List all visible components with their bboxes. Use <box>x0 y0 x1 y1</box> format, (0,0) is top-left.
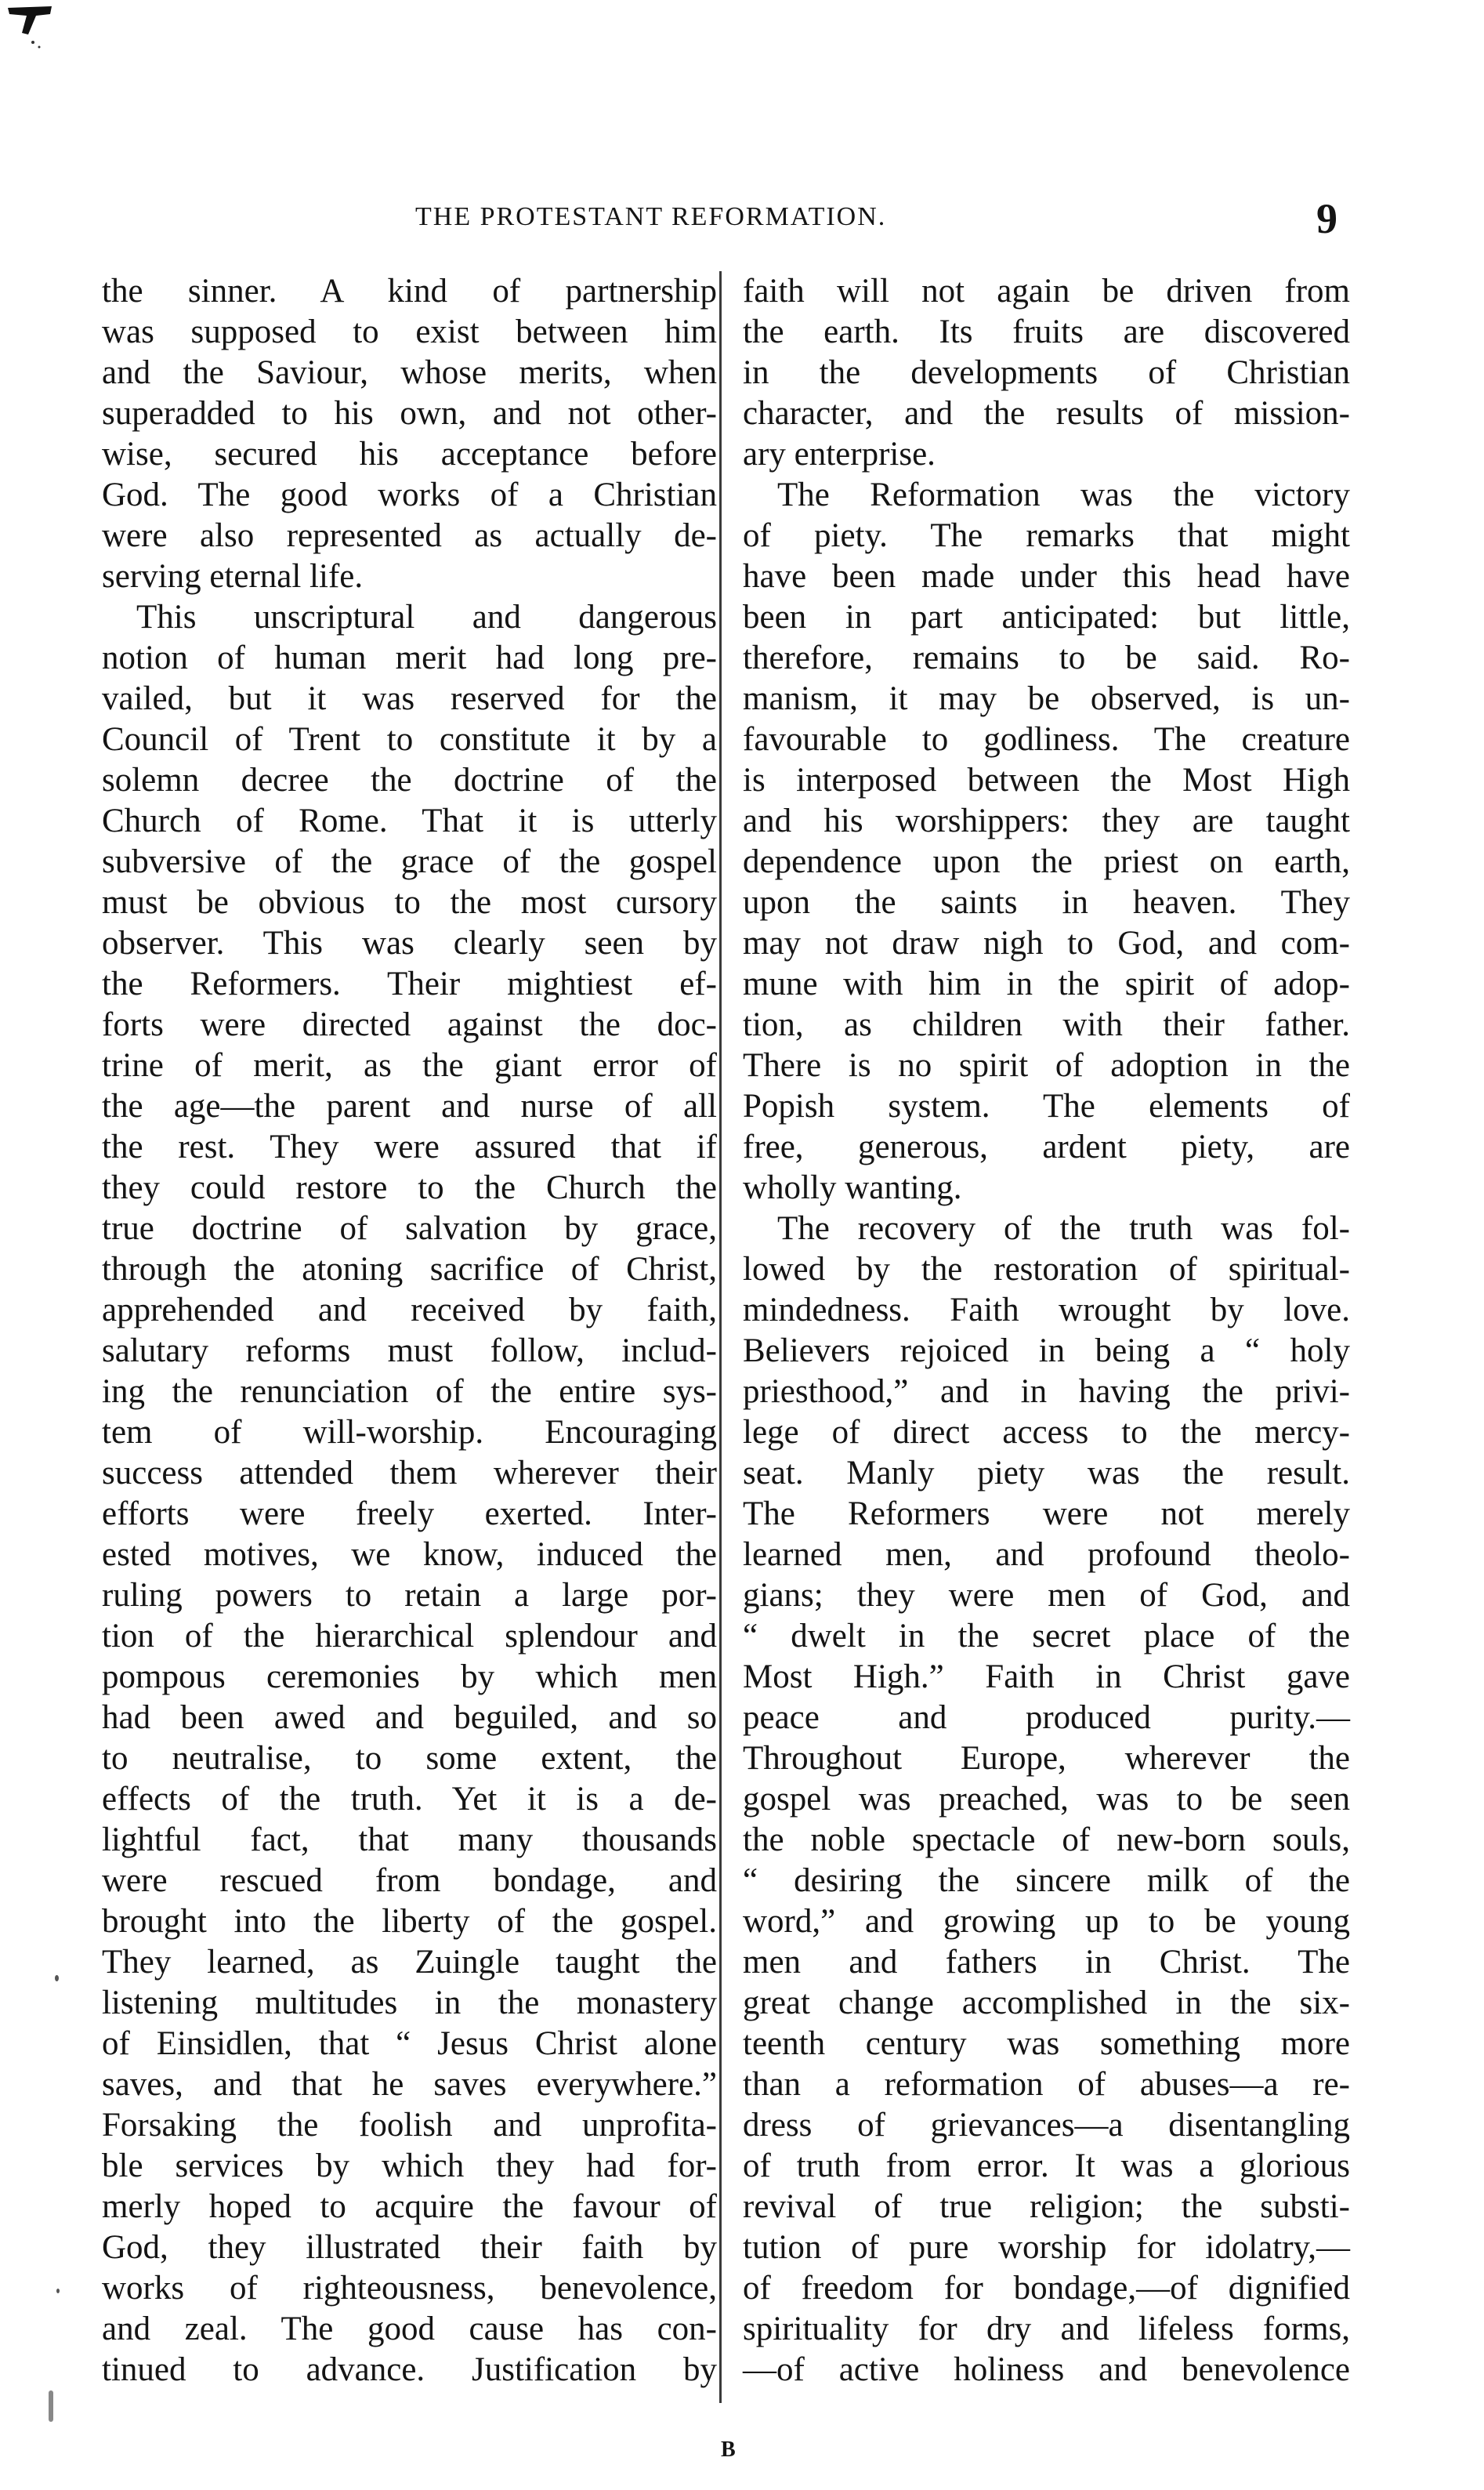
text-line: of Einsidlen, that “ Jesus Christ alone <box>102 2025 717 2062</box>
text-line: The Reformers were not merely <box>743 1495 1350 1532</box>
text-line: is interposed between the Most High <box>743 762 1350 799</box>
text-line: peace and produced purity.— <box>743 1699 1350 1736</box>
text-line: success attended them wherever their <box>102 1455 717 1491</box>
text-line: learned men, and profound theolo- <box>743 1536 1350 1573</box>
text-line: Forsaking the foolish and unprofita- <box>102 2107 717 2144</box>
text-line: There is no spirit of adoption in the <box>743 1047 1350 1084</box>
text-line: the rest. They were assured that if <box>102 1129 717 1165</box>
text-line: the Reformers. Their mightiest ef- <box>102 966 717 1002</box>
text-line: dress of grievances—a disentangling <box>743 2107 1350 2144</box>
text-line: and the Saviour, whose merits, when <box>102 354 717 391</box>
text-line: brought into the liberty of the gospel. <box>102 1903 717 1940</box>
text-line: ary enterprise. <box>743 436 936 473</box>
text-line: God, they illustrated their faith by <box>102 2229 717 2266</box>
margin-speck <box>55 1975 59 1981</box>
text-line: gospel was preached, was to be seen <box>743 1781 1350 1818</box>
text-line: been in part anticipated: but little, <box>743 599 1350 636</box>
text-line: observer. This was clearly seen by <box>102 925 717 962</box>
text-line: had been awed and beguiled, and so <box>102 1699 717 1736</box>
text-line: wholly wanting. <box>743 1169 962 1206</box>
text-line: vailed, but it was reserved for the <box>102 680 717 717</box>
text-line: lightful fact, that many thousands <box>102 1821 717 1858</box>
text-line: tion of the hierarchical splendour and <box>102 1618 717 1655</box>
text-line: trine of merit, as the giant error of <box>102 1047 717 1084</box>
running-head <box>0 194 1484 241</box>
text-line: forts were directed against the doc- <box>102 1006 717 1043</box>
margin-speck <box>49 2390 53 2422</box>
text-line: were also represented as actually de- <box>102 517 717 554</box>
text-line: Believers rejoiced in being a “ holy <box>743 1332 1350 1369</box>
text-line: than a reformation of abuses—a re- <box>743 2066 1350 2103</box>
text-line: tion, as children with their father. <box>743 1006 1350 1043</box>
text-line: the age—the parent and nurse of all <box>102 1088 717 1125</box>
text-line: saves, and that he saves everywhere.” <box>102 2066 717 2103</box>
text-line: the sinner. A kind of partnership <box>102 273 717 310</box>
text-line: Popish system. The elements of <box>743 1088 1350 1125</box>
text-line: revival of true religion; the substi- <box>743 2188 1350 2225</box>
text-line: Most High.” Faith in Christ gave <box>743 1658 1350 1695</box>
text-line: have been made under this head have <box>743 558 1350 595</box>
text-line: “ dwelt in the secret place of the <box>743 1618 1350 1655</box>
text-line: word,” and growing up to be young <box>743 1903 1350 1940</box>
text-line: ruling powers to retain a large por- <box>102 1577 717 1614</box>
text-line: —of active holiness and benevolence <box>743 2351 1350 2388</box>
margin-speck <box>56 2289 60 2293</box>
text-line: listening multitudes in the monastery <box>102 1984 717 2021</box>
right-column <box>743 271 1350 2390</box>
text-line: God. The good works of a Christian <box>102 477 717 513</box>
text-line: tinued to advance. Justification by <box>102 2351 717 2388</box>
page-number: 9 <box>1316 195 1337 242</box>
text-line: efforts were freely exerted. Inter- <box>102 1495 717 1532</box>
text-line: great change accomplished in the six- <box>743 1984 1350 2021</box>
text-line: Council of Trent to constitute it by a <box>102 721 717 758</box>
text-line: were rescued from bondage, and <box>102 1862 717 1899</box>
text-line: ing the renunciation of the entire sys- <box>102 1373 717 1410</box>
text-line: in the developments of Christian <box>743 354 1350 391</box>
text-line: tem of will-worship. Encouraging <box>102 1414 717 1451</box>
text-line: wise, secured his acceptance before <box>102 436 717 473</box>
text-line: solemn decree the doctrine of the <box>102 762 717 799</box>
text-line: lowed by the restoration of spiritual- <box>743 1251 1350 1288</box>
text-line: may not draw nigh to God, and com- <box>743 925 1350 962</box>
text-line: works of righteousness, benevolence, <box>102 2270 717 2307</box>
text-line: The Reformation was the victory <box>777 477 1350 513</box>
text-line: of freedom for bondage,—of dignified <box>743 2270 1350 2307</box>
text-line: men and fathers in Christ. The <box>743 1944 1350 1981</box>
text-line: must be obvious to the most cursory <box>102 884 717 921</box>
text-line: upon the saints in heaven. They <box>743 884 1350 921</box>
text-line: effects of the truth. Yet it is a de- <box>102 1781 717 1818</box>
text-line: pompous ceremonies by which men <box>102 1658 717 1695</box>
text-line: to neutralise, to some extent, the <box>102 1740 717 1777</box>
left-column <box>102 271 717 2390</box>
text-line: they could restore to the Church the <box>102 1169 717 1206</box>
text-line: dependence upon the priest on earth, <box>743 843 1350 880</box>
text-line: character, and the results of mission- <box>743 395 1350 432</box>
text-line: manism, it may be observed, is un- <box>743 680 1350 717</box>
text-line: notion of human merit had long pre- <box>102 640 717 676</box>
text-line: ble services by which they had for- <box>102 2147 717 2184</box>
text-line: spirituality for dry and lifeless forms, <box>743 2311 1350 2347</box>
text-line: subversive of the grace of the gospel <box>102 843 717 880</box>
text-line: serving eternal life. <box>102 558 364 595</box>
text-line: of truth from error. It was a glorious <box>743 2147 1350 2184</box>
text-line: Throughout Europe, wherever the <box>743 1740 1350 1777</box>
text-line: salutary reforms must follow, includ- <box>102 1332 717 1369</box>
text-line: ested motives, we know, induced the <box>102 1536 717 1573</box>
text-line: was supposed to exist between him <box>102 314 717 350</box>
text-line: They learned, as Zuingle taught the <box>102 1944 717 1981</box>
text-line: merly hoped to acquire the favour of <box>102 2188 717 2225</box>
text-line: favourable to godliness. The creature <box>743 721 1350 758</box>
text-line: faith will not again be driven from <box>743 273 1350 310</box>
text-line: of piety. The remarks that might <box>743 517 1350 554</box>
text-line: tution of pure worship for idolatry,— <box>743 2229 1350 2266</box>
text-line: mindedness. Faith wrought by love. <box>743 1292 1350 1328</box>
text-line: therefore, remains to be said. Ro- <box>743 640 1350 676</box>
text-line: free, generous, ardent piety, are <box>743 1129 1350 1165</box>
text-line: mune with him in the spirit of adop- <box>743 966 1350 1002</box>
text-line: true doctrine of salvation by grace, <box>102 1210 717 1247</box>
text-line: apprehended and received by faith, <box>102 1292 717 1328</box>
text-line: the earth. Its fruits are discovered <box>743 314 1350 350</box>
text-line: This unscriptural and dangerous <box>136 599 717 636</box>
text-line: “ desiring the sincere milk of the <box>743 1862 1350 1899</box>
text-line: and his worshippers: they are taught <box>743 803 1350 839</box>
text-line: and zeal. The good cause has con- <box>102 2311 717 2347</box>
text-line: priesthood,” and in having the privi- <box>743 1373 1350 1410</box>
signature-mark: B <box>721 2437 736 2462</box>
text-line: superadded to his own, and not other- <box>102 395 717 432</box>
running-title: THE PROTESTANT REFORMATION. <box>415 202 887 231</box>
column-rule <box>719 271 722 2403</box>
text-line: seat. Manly piety was the result. <box>743 1455 1350 1491</box>
text-line: teenth century was something more <box>743 2025 1350 2062</box>
text-line: the noble spectacle of new-born souls, <box>743 1821 1350 1858</box>
text-line: The recovery of the truth was fol- <box>777 1210 1350 1247</box>
text-line: Church of Rome. That it is utterly <box>102 803 717 839</box>
text-line: lege of direct access to the mercy- <box>743 1414 1350 1451</box>
text-line: gians; they were men of God, and <box>743 1577 1350 1614</box>
corner-ink-mark <box>5 3 75 50</box>
text-line: through the atoning sacrifice of Christ, <box>102 1251 717 1288</box>
